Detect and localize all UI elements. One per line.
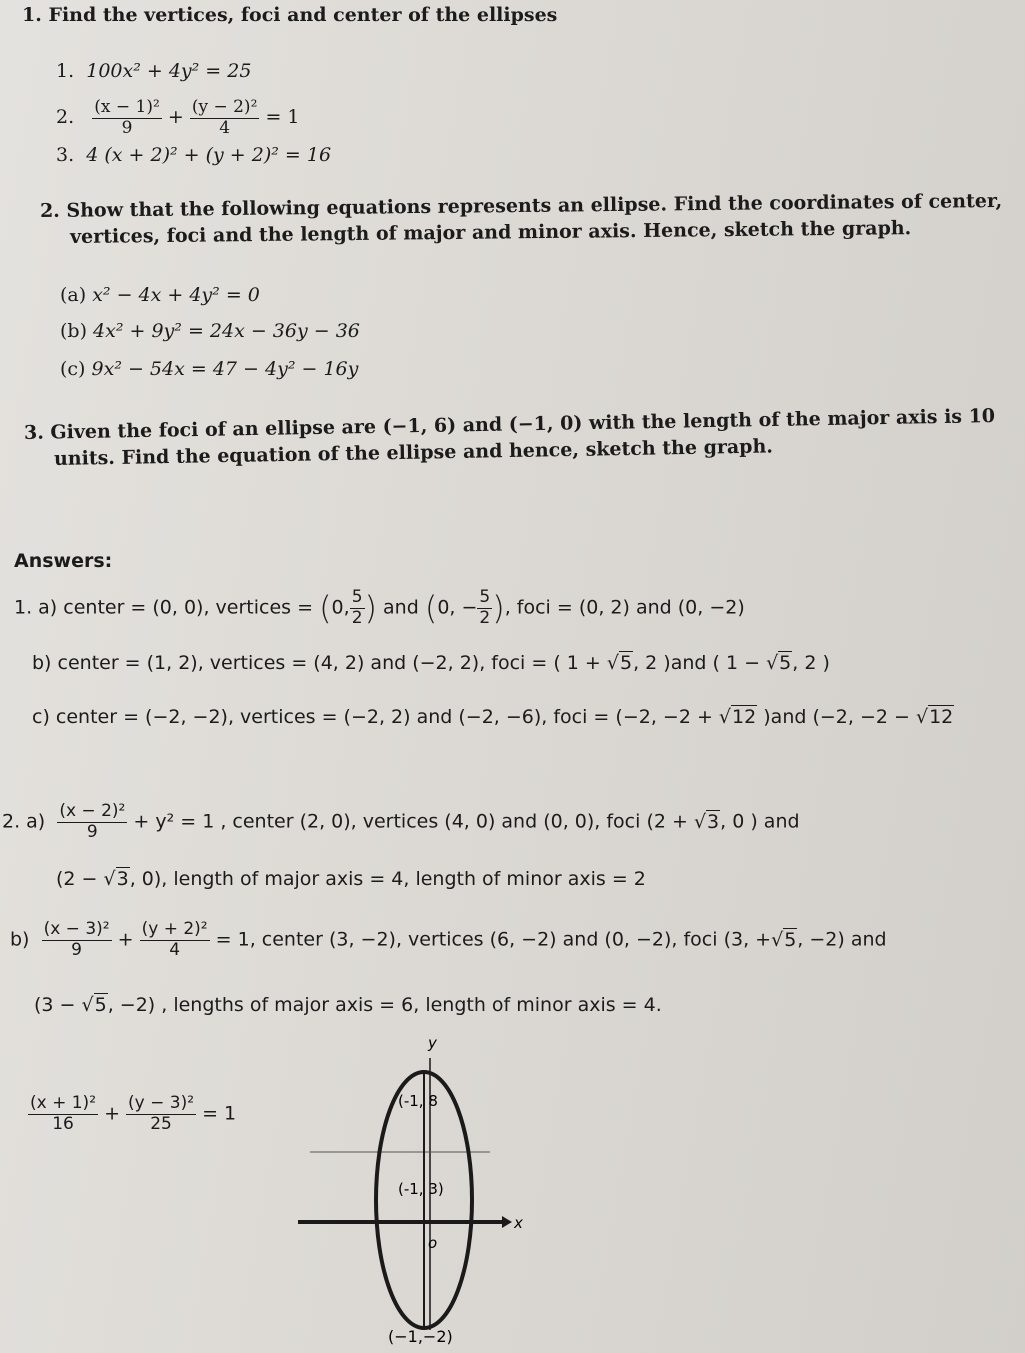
q2-item-b: (b) 4x² + 9y² = 24x − 36y − 36 bbox=[60, 320, 360, 342]
answer-1c: c) center = (−2, −2), vertices = (−2, 2) and (−2, −6), foci = (−2, −2 + √12 )and (−2, −2 − √12 bbox=[32, 706, 954, 728]
q2-item-a: (a) x² − 4x + 4y² = 0 bbox=[60, 284, 260, 306]
answer-3: $\frac{\text{(x + 1)²}}{16}$ + $\frac{\text{(y − 3)²}}{25}$ = 1 bbox=[30, 1093, 237, 1134]
q1-item-3: 3. 4 (x + 2)² + (y + 2)² = 16 bbox=[56, 144, 332, 166]
q3-line-2: units. Find the equation of the ellipse and hence, sketch the graph. bbox=[53, 435, 774, 470]
q1-item-1: 1. 100x² + 4y² = 25 bbox=[56, 60, 252, 82]
answer-1b: b) center = (1, 2), vertices = (4, 2) and (−2, 2), foci = ( 1 + √5, 2 )and ( 1 − √5, 2 ) bbox=[32, 652, 830, 674]
answers-heading: Answers: bbox=[14, 550, 113, 572]
x-axis-label: x bbox=[514, 1214, 523, 1232]
origin-label: o bbox=[428, 1234, 438, 1252]
fraction: $\frac{\text{(y − 2)²}}{4}$ bbox=[191, 97, 258, 138]
y-axis-label: y bbox=[428, 1034, 437, 1052]
fraction: $\frac{\text{(x − 1)²}}{9}$ bbox=[94, 97, 160, 138]
ellipse-sketch bbox=[290, 1030, 530, 1350]
q1-item-2: 2. $\frac{\text{(x − 1)²}}{9}$ + $\frac{\text{(y − 2)²}}{4}$ = 1 bbox=[56, 97, 300, 138]
q2-line-1: 2. Show that the following equations represents an ellipse. Find the coordinates of center, bbox=[39, 189, 1003, 222]
top-vertex-label: (-1, 8 bbox=[398, 1092, 438, 1110]
q3-line-1: 3. Given the foci of an ellipse are (−1, 6) and (−1, 0) with the length of the major axis is 10 bbox=[23, 405, 996, 444]
bottom-vertex-label: (−1,−2) bbox=[388, 1327, 453, 1346]
answer-2a: 2. a) $\frac{\text{(x − 2)²}}{9}$ + y² = 1 , center (2, 0), vertices (4, 0) and (0, 0), foci (2 + √3, 0 ) and bbox=[2, 801, 800, 842]
answer-2a-line-2: (2 − √3, 0), length of major axis = 4, length of minor axis = 2 bbox=[56, 868, 646, 890]
q2-line-2: vertices, foci and the length of major and minor axis. Hence, sketch the graph. bbox=[69, 217, 912, 248]
q1-title: 1. Find the vertices, foci and center of the ellipses bbox=[22, 4, 558, 26]
answer-2b: b) $\frac{\text{(x − 3)²}}{9}$ + $\frac{\text{(y + 2)²}}{4}$ = 1, center (3, −2), vertices (6, −2) and (0, −2), foci (3, +√5, −2) and bbox=[10, 919, 887, 960]
x-axis-arrow bbox=[502, 1216, 512, 1228]
answer-1a: 1. a) center = (0, 0), vertices = (0, $\frac{5}{2}$ ) and (0, − $\frac{5}{2}$ ), foci = (0, 2) and (0, −2) bbox=[14, 587, 745, 628]
answer-2b-line-2: (3 − √5, −2) , lengths of major axis = 6, length of minor axis = 4. bbox=[34, 994, 662, 1016]
center-label: (-1, 3) bbox=[398, 1180, 444, 1198]
q2-item-c: (c) 9x² − 54x = 47 − 4y² − 16y bbox=[60, 358, 359, 380]
